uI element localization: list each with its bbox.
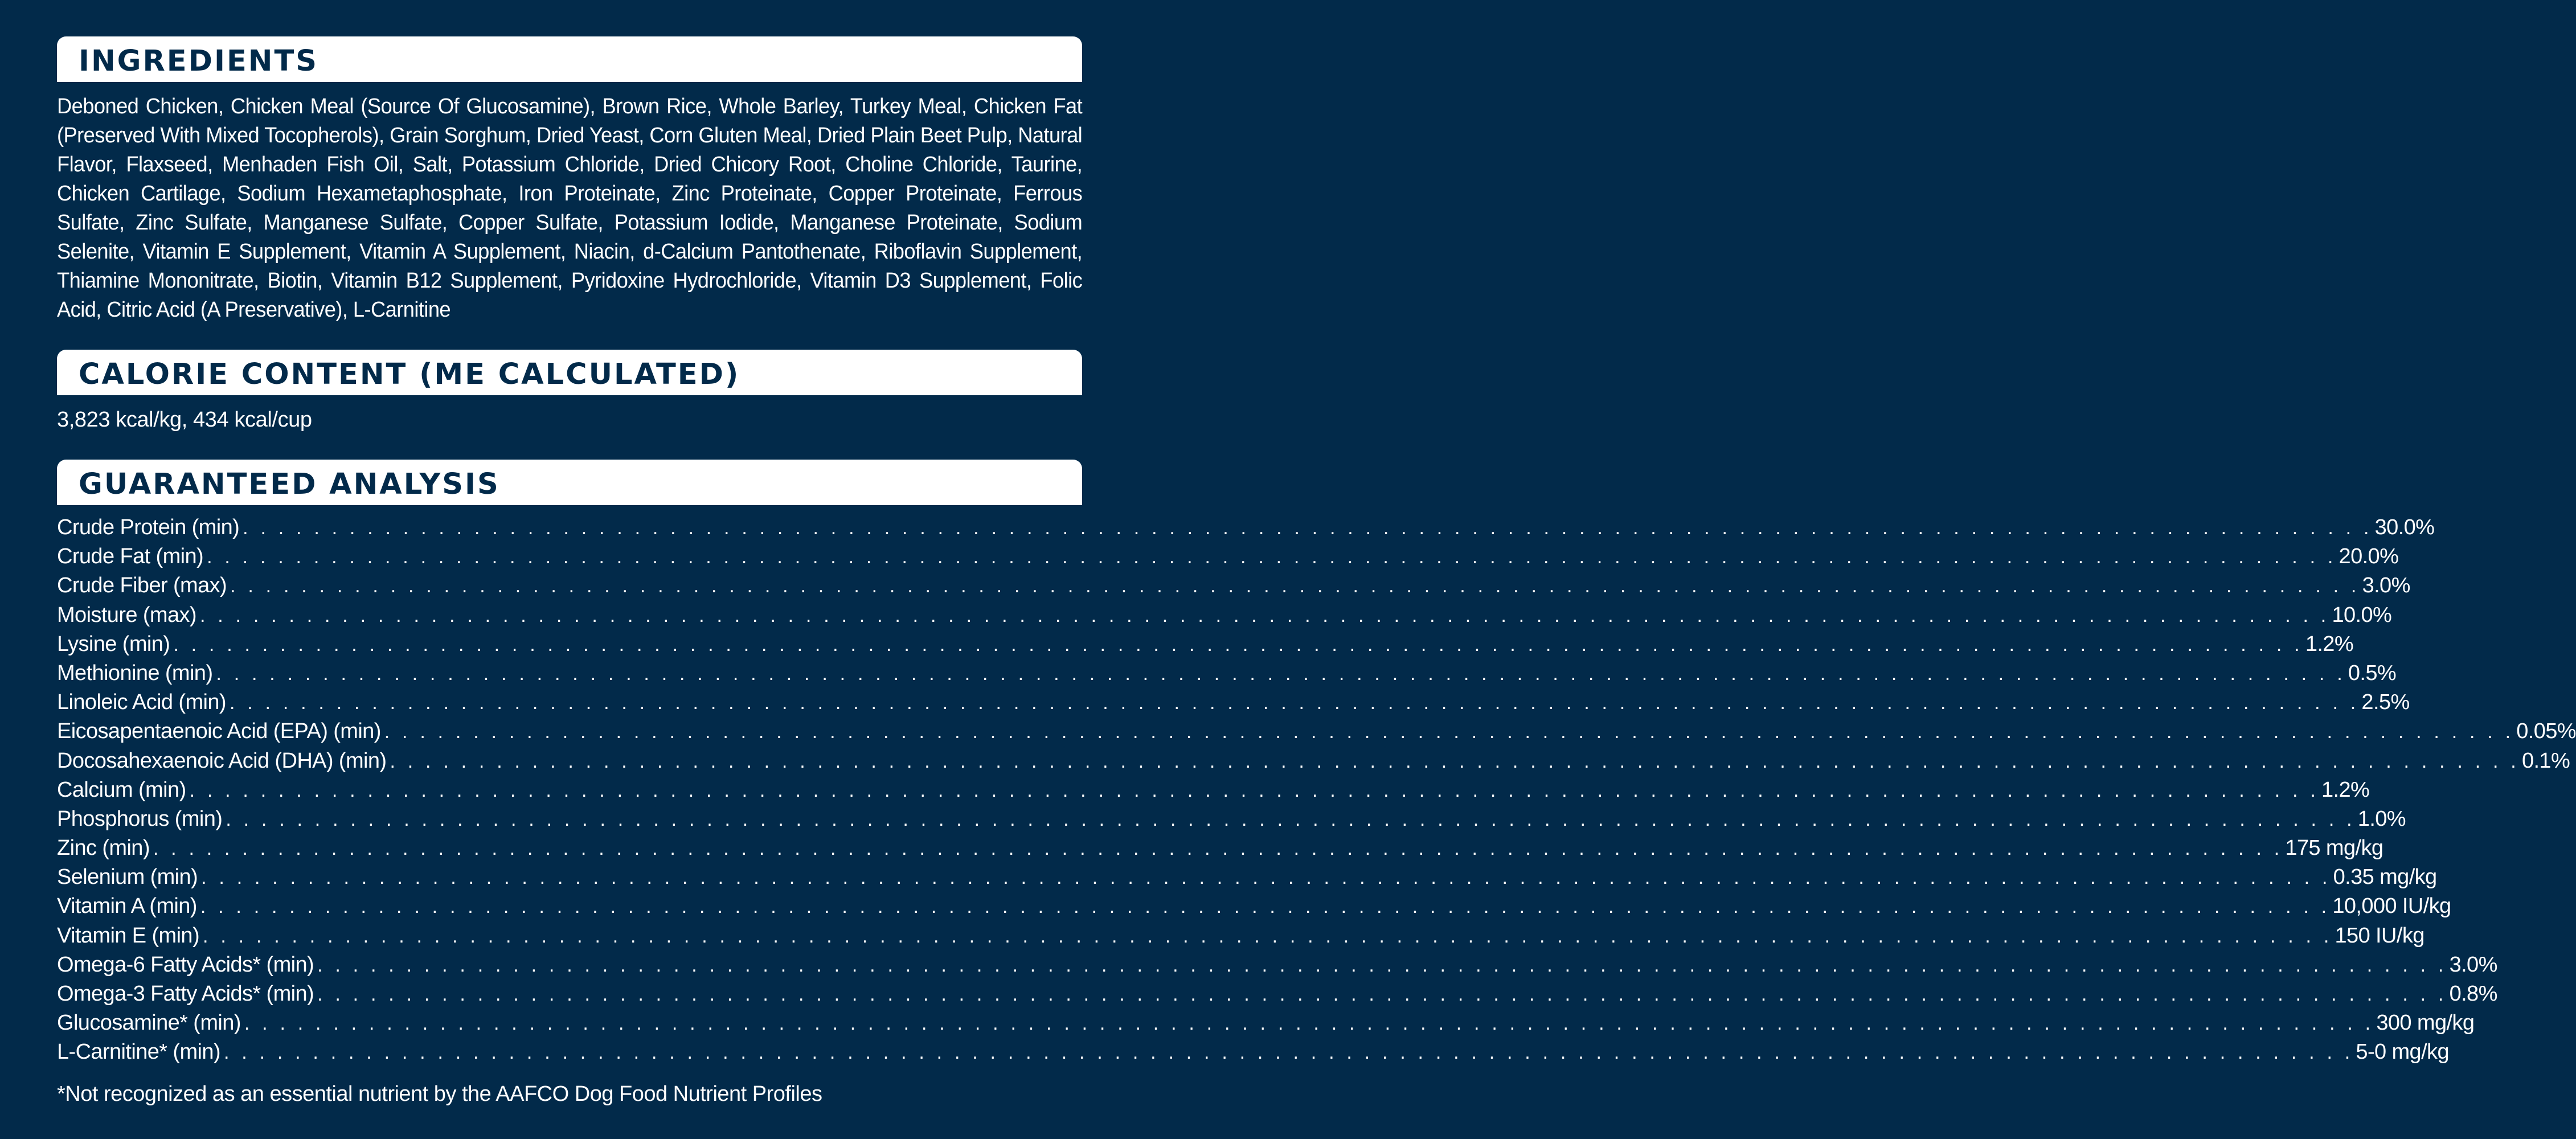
nutrient-value: 150 IU/kg [2335,923,2425,948]
nutrient-value: 10.0% [2332,603,2392,627]
analysis-row [57,601,2392,630]
ingredients-header [57,36,1082,82]
analysis-row [57,805,2406,834]
nutrient-name: Moisture (max) [57,603,196,627]
calorie-title: CALORIE CONTENT (ME CALCULATED) [79,357,740,391]
nutrient-name: Linoleic Acid (min) [57,690,226,715]
dot-leader: . . . . . . . . . . . . . . . . . . . . . . . . . . . . . . . . . . . . . . . . . . . . . . . . . . . . . . . . . . . . . . . . . . . . . . . . . . . . . . . . . . . . . . . . . . . . . . . . . . . . . . . . . . . . . . . . . . . . . . . . [317,984,2447,1005]
ingredients-title: INGREDIENTS [79,44,318,78]
dot-leader: . . . . . . . . . . . . . . . . . . . . . . . . . . . . . . . . . . . . . . . . . . . . . . . . . . . . . . . . . . . . . . . . . . . . . . . . . . . . . . . . . . . . . . . . . . . . . . . . . . . . . . . . . . . . . . . . . . . . . . . . [153,838,2283,860]
nutrient-name: Crude Protein (min) [57,515,240,539]
calorie-header [57,350,1082,395]
nutrient-name: Omega-3 Fatty Acids* (min) [57,982,314,1006]
dot-leader: . . . . . . . . . . . . . . . . . . . . . . . . . . . . . . . . . . . . . . . . . . . . . . . . . . . . . . . . . . . . . . . . . . . . . . . . . . . . . . . . . . . . . . . . . . . . . . . . . . . . . . . . . . . . . . . . . . . . . . . . [216,662,2346,685]
analysis-row [57,950,2497,980]
nutrient-value: 10,000 IU/kg [2332,894,2451,919]
nutrient-name: Docosahexaenoic Acid (DHA) (min) [57,748,387,773]
dot-leader: . . . . . . . . . . . . . . . . . . . . . . . . . . . . . . . . . . . . . . . . . . . . . . . . . . . . . . . . . . . . . . . . . . . . . . . . . . . . . . . . . . . . . . . . . . . . . . . . . . . . . . . . . . . . . . . . . . . . . . . . [317,954,2447,976]
nutrient-value: 0.8% [2449,982,2497,1006]
nutrient-name: Methionine (min) [57,661,213,685]
dot-leader: . . . . . . . . . . . . . . . . . . . . . . . . . . . . . . . . . . . . . . . . . . . . . . . . . . . . . . . . . . . . . . . . . . . . . . . . . . . . . . . . . . . . . . . . . . . . . . . . . . . . . . . . . . . . . . . . . . . . . . . . [189,779,2320,801]
dot-leader: . . . . . . . . . . . . . . . . . . . . . . . . . . . . . . . . . . . . . . . . . . . . . . . . . . . . . . . . . . . . . . . . . . . . . . . . . . . . . . . . . . . . . . . . . . . . . . . . . . . . . . . . . . . . . . . . . . . . . . . . [230,575,2360,597]
nutrient-name: Glucosamine* (min) [57,1011,241,1035]
dot-leader: . . . . . . . . . . . . . . . . . . . . . . . . . . . . . . . . . . . . . . . . . . . . . . . . . . . . . . . . . . . . . . . . . . . . . . . . . . . . . . . . . . . . . . . . . . . . . . . . . . . . . . . . . . . . . . . . . . . . . . . . [173,633,2303,655]
analysis-row [57,747,2570,776]
dot-leader: . . . . . . . . . . . . . . . . . . . . . . . . . . . . . . . . . . . . . . . . . . . . . . . . . . . . . . . . . . . . . . . . . . . . . . . . . . . . . . . . . . . . . . . . . . . . . . . . . . . . . . . . . . . . . . . . . . . . . . . . [223,1042,2354,1064]
analysis-row [57,717,2576,746]
analysis-row [57,542,2399,571]
calorie-value-text: 3,823 kcal/kg, 434 kcal/cup [57,408,312,432]
dot-leader: . . . . . . . . . . . . . . . . . . . . . . . . . . . . . . . . . . . . . . . . . . . . . . . . . . . . . . . . . . . . . . . . . . . . . . . . . . . . . . . . . . . . . . . . . . . . . . . . . . . . . . . . . . . . . . . . . . . . . . . . [203,925,2333,947]
analysis-row [57,630,2354,659]
calorie-section [57,350,1082,435]
analysis-row [57,571,2410,600]
nutrient-value: 1.0% [2357,806,2406,831]
analysis-header [57,460,1082,505]
analysis-row [57,863,2437,892]
dot-leader: . . . . . . . . . . . . . . . . . . . . . . . . . . . . . . . . . . . . . . . . . . . . . . . . . . . . . . . . . . . . . . . . . . . . . . . . . . . . . . . . . . . . . . . . . . . . . . . . . . . . . . . . . . . . . . . . . . . . . . . . [243,517,2373,539]
nutrient-value: 30.0% [2374,515,2435,539]
nutrient-value: 1.2% [2321,777,2370,802]
analysis-row [57,1009,2475,1038]
analysis-row [57,688,2410,717]
analysis-row [57,980,2497,1009]
nutrient-name: Crude Fat (min) [57,544,204,569]
ingredients-list-text: Deboned Chicken, Chicken Meal (Source Of Glucosamine), Brown Rice, Whole Barley, Turkey Meal, Chicken Fat (Preserved With Mixed Tocopherols), Grain Sorghum, Dried Yeast, Corn Gluten Meal, Dried Plain Beet Pulp, Natural Flavor, Flaxseed, Menhaden Fish Oil, Salt, Potassium Chloride, Dried Chicory Root, Choline Chloride, Taurine, Chicken Cartilage, Sodium Hexametaphosphate, Iron Proteinate, Zinc Proteinate, Copper Proteinate, Ferrous Sulfate, Zinc Sulfate, Manganese Sulfate, Copper Sulfate, Potassium Iodide, Manganese Proteinate, Sodium Selenite, Vitamin E Supplement, Vitamin A Supplement, Niacin, d-Calcium Pantothenate, Riboflavin Supplement, Thiamine Mononitrate, Biotin, Vitamin B12 Supplement, Pyridoxine Hydrochloride, Vitamin D3 Supplement, Folic Acid, Citric Acid (A Preservative), L-Carnitine [57,95,1083,322]
dot-leader: . . . . . . . . . . . . . . . . . . . . . . . . . . . . . . . . . . . . . . . . . . . . . . . . . . . . . . . . . . . . . . . . . . . . . . . . . . . . . . . . . . . . . . . . . . . . . . . . . . . . . . . . . . . . . . . . . . . . . . . . [207,546,2337,568]
analysis-row [57,1038,2449,1067]
nutrient-name: Omega-6 Fatty Acids* (min) [57,952,314,977]
nutrient-name: Lysine (min) [57,632,170,656]
nutrient-value: 0.35 mg/kg [2333,865,2437,890]
nutrient-name: Phosphorus (min) [57,806,223,831]
analysis-row [57,834,2383,863]
dot-leader: . . . . . . . . . . . . . . . . . . . . . . . . . . . . . . . . . . . . . . . . . . . . . . . . . . . . . . . . . . . . . . . . . . . . . . . . . . . . . . . . . . . . . . . . . . . . . . . . . . . . . . . . . . . . . . . . . . . . . . . . [384,721,2514,743]
nutrient-value: 3.0% [2449,952,2497,977]
analysis-row [57,892,2451,921]
dot-leader: . . . . . . . . . . . . . . . . . . . . . . . . . . . . . . . . . . . . . . . . . . . . . . . . . . . . . . . . . . . . . . . . . . . . . . . . . . . . . . . . . . . . . . . . . . . . . . . . . . . . . . . . . . . . . . . . . . . . . . . . [226,808,2356,830]
dot-leader: . . . . . . . . . . . . . . . . . . . . . . . . . . . . . . . . . . . . . . . . . . . . . . . . . . . . . . . . . . . . . . . . . . . . . . . . . . . . . . . . . . . . . . . . . . . . . . . . . . . . . . . . . . . . . . . . . . . . . . . . [390,750,2520,772]
nutrient-name: Calcium (min) [57,777,186,802]
nutrient-value: 5-0 mg/kg [2356,1040,2449,1064]
dot-leader: . . . . . . . . . . . . . . . . . . . . . . . . . . . . . . . . . . . . . . . . . . . . . . . . . . . . . . . . . . . . . . . . . . . . . . . . . . . . . . . . . . . . . . . . . . . . . . . . . . . . . . . . . . . . . . . . . . . . . . . . [244,1013,2374,1035]
nutrient-value: 20.0% [2339,544,2399,569]
dot-leader: . . . . . . . . . . . . . . . . . . . . . . . . . . . . . . . . . . . . . . . . . . . . . . . . . . . . . . . . . . . . . . . . . . . . . . . . . . . . . . . . . . . . . . . . . . . . . . . . . . . . . . . . . . . . . . . . . . . . . . . . [201,867,2331,889]
analysis-section [57,460,2576,1067]
nutrient-name: Vitamin A (min) [57,894,197,919]
nutrient-value: 2.5% [2361,690,2410,715]
analysis-row [57,776,2370,805]
nutrient-name: Vitamin E (min) [57,923,200,948]
analysis-row [57,513,2435,542]
nutrient-value: 0.5% [2348,661,2397,685]
nutrient-value: 0.1% [2521,748,2570,773]
dot-leader: . . . . . . . . . . . . . . . . . . . . . . . . . . . . . . . . . . . . . . . . . . . . . . . . . . . . . . . . . . . . . . . . . . . . . . . . . . . . . . . . . . . . . . . . . . . . . . . . . . . . . . . . . . . . . . . . . . . . . . . . [200,896,2331,918]
dot-leader: . . . . . . . . . . . . . . . . . . . . . . . . . . . . . . . . . . . . . . . . . . . . . . . . . . . . . . . . . . . . . . . . . . . . . . . . . . . . . . . . . . . . . . . . . . . . . . . . . . . . . . . . . . . . . . . . . . . . . . . . [199,604,2330,626]
dot-leader: . . . . . . . . . . . . . . . . . . . . . . . . . . . . . . . . . . . . . . . . . . . . . . . . . . . . . . . . . . . . . . . . . . . . . . . . . . . . . . . . . . . . . . . . . . . . . . . . . . . . . . . . . . . . . . . . . . . . . . . . [229,692,2360,714]
nutrient-name: Zinc (min) [57,836,150,861]
nutrient-name: Eicosapentaenoic Acid (EPA) (min) [57,719,381,744]
ingredients-section [57,36,1082,325]
analysis-title: GUARANTEED ANALYSIS [79,467,500,501]
footnote: *Not recognized as an essential nutrient by the AAFCO Dog Food Nutrient Profiles [57,1081,822,1106]
nutrient-name: Crude Fiber (max) [57,573,227,598]
nutrient-value: 175 mg/kg [2285,836,2383,861]
nutrient-value: 1.2% [2305,632,2354,656]
nutrient-value: 300 mg/kg [2376,1011,2475,1035]
nutrition-panel [57,36,2576,1109]
nutrient-name: L-Carnitine* (min) [57,1040,220,1064]
nutrient-value: 0.05% [2516,719,2576,744]
nutrient-value: 3.0% [2362,573,2410,598]
analysis-table [57,513,2576,1067]
analysis-row [57,921,2425,950]
nutrient-name: Selenium (min) [57,865,198,890]
analysis-row [57,659,2397,688]
